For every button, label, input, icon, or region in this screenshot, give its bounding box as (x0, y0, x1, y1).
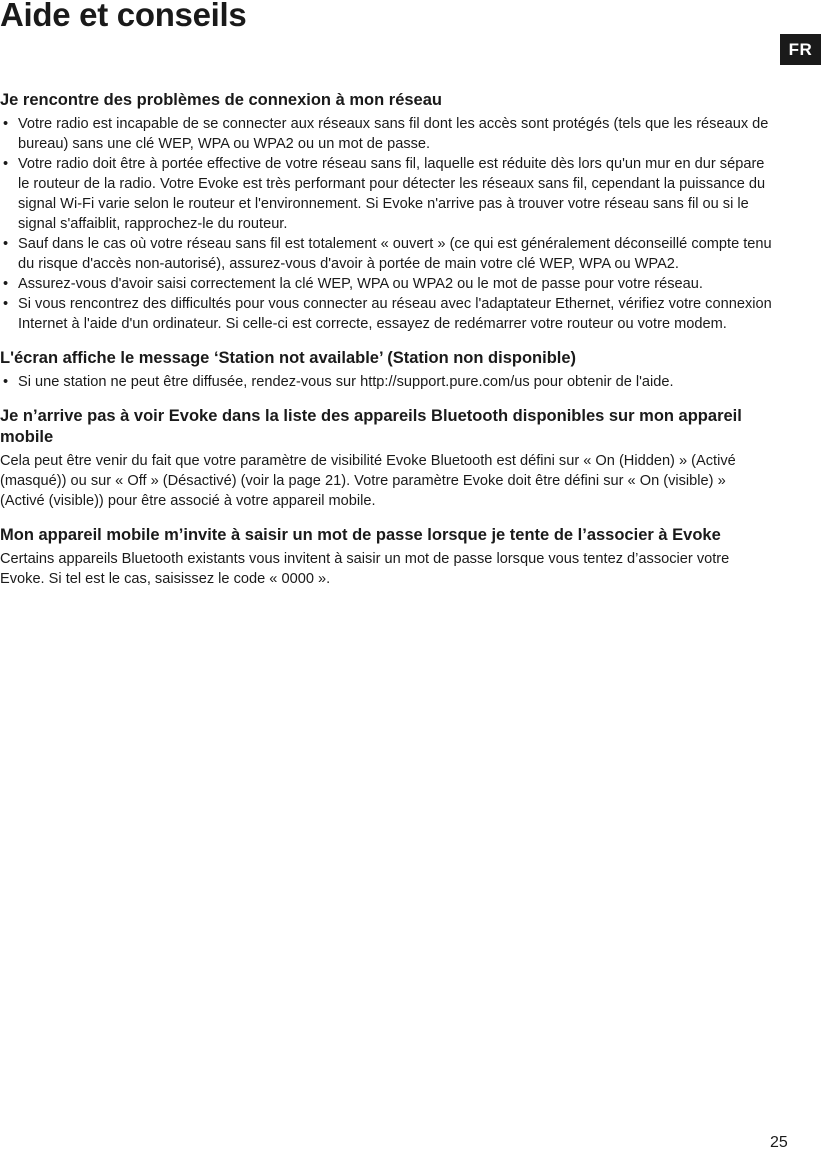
list-item (0, 294, 772, 334)
list-item-text: Assurez-vous d'avoir saisi correctement la clé WEP, WPA ou WPA2 ou le mot de passe pour votre réseau. (18, 276, 703, 292)
section-heading: L'écran affiche le message ‘Station not available’ (Station non disponible) (0, 349, 577, 367)
bullet-icon: • (3, 296, 9, 312)
page-number: 25 (770, 1134, 788, 1151)
list-item-text: Votre radio doit être à portée effective de votre réseau sans fil, laquelle est réduite dès lors qu'un mur en dur sépare le routeur de la radio. Votre Evoke est très performant pour détecter les réseaux sans fil, cependant la puissance du signal Wi-Fi varie selon le routeur et l'environnement. Si Evoke n'arrive pas à trouver votre réseau sans fil ou si le signal s'affaiblit, rapprochez-le du routeur. (18, 156, 766, 232)
bullet-icon: • (3, 374, 9, 390)
bullet-icon: • (3, 236, 9, 252)
page-title: Aide et conseils (0, 0, 247, 33)
section-station-not-available (0, 348, 772, 392)
section-bluetooth-not-visible (0, 406, 772, 511)
list-item (0, 154, 772, 234)
list-item-text: Si une station ne peut être diffusée, rendez-vous sur http://support.pure.com/us pour obtenir de l'aide. (18, 374, 674, 390)
list-item-text: Votre radio est incapable de se connecter aux réseaux sans fil dont les accès sont protégés (tels que les réseaux de bureau) sans une clé WEP, WPA ou WPA2 ou un mot de passe. (18, 116, 769, 152)
section-paragraph: Cela peut être venir du fait que votre paramètre de visibilité Evoke Bluetooth est défini sur « On (Hidden) » (Activé (masqué)) ou sur « Off » (Désactivé) (voir la page 21). Votre paramètre Evoke doit être défini sur « On (visible) » (Activé (visible)) pour être associé à votre appareil mobile. (0, 453, 736, 509)
section-heading: Mon appareil mobile m’invite à saisir un mot de passe lorsque je tente de l’associer à Evoke (0, 526, 721, 544)
bullet-icon: • (3, 156, 9, 172)
section-bluetooth-passcode (0, 525, 772, 589)
section-network-problems (0, 90, 772, 334)
bullet-icon: • (3, 276, 9, 292)
list-item-text: Si vous rencontrez des difficultés pour vous connecter au réseau avec l'adaptateur Ethernet, vérifiez votre connexion Internet à l'aide d'un ordinateur. Si celle-ci est correcte, essayez de redémarrer votre routeur ou votre modem. (18, 296, 772, 332)
section-heading: Je rencontre des problèmes de connexion à mon réseau (0, 91, 442, 109)
list-item (0, 234, 772, 274)
bullet-icon: • (3, 116, 9, 132)
bullet-list (0, 372, 772, 392)
list-item-text: Sauf dans le cas où votre réseau sans fil est totalement « ouvert » (ce qui est généralement déconseillé compte tenu du risque d'accès non-autorisé), assurez-vous d'avoir à portée de main votre clé WEP, WPA ou WPA2. (18, 236, 772, 272)
list-item (0, 274, 772, 294)
list-item (0, 372, 772, 392)
bullet-list (0, 114, 772, 334)
section-paragraph: Certains appareils Bluetooth existants vous invitent à saisir un mot de passe lorsque vous tentez d’associer votre Evoke. Si tel est le cas, saisissez le code « 0000 ». (0, 551, 730, 587)
language-badge: FR (780, 34, 821, 65)
section-heading: Je n’arrive pas à voir Evoke dans la liste des appareils Bluetooth disponibles sur mon appareil mobile (0, 407, 742, 446)
list-item (0, 114, 772, 154)
help-content (0, 90, 772, 603)
